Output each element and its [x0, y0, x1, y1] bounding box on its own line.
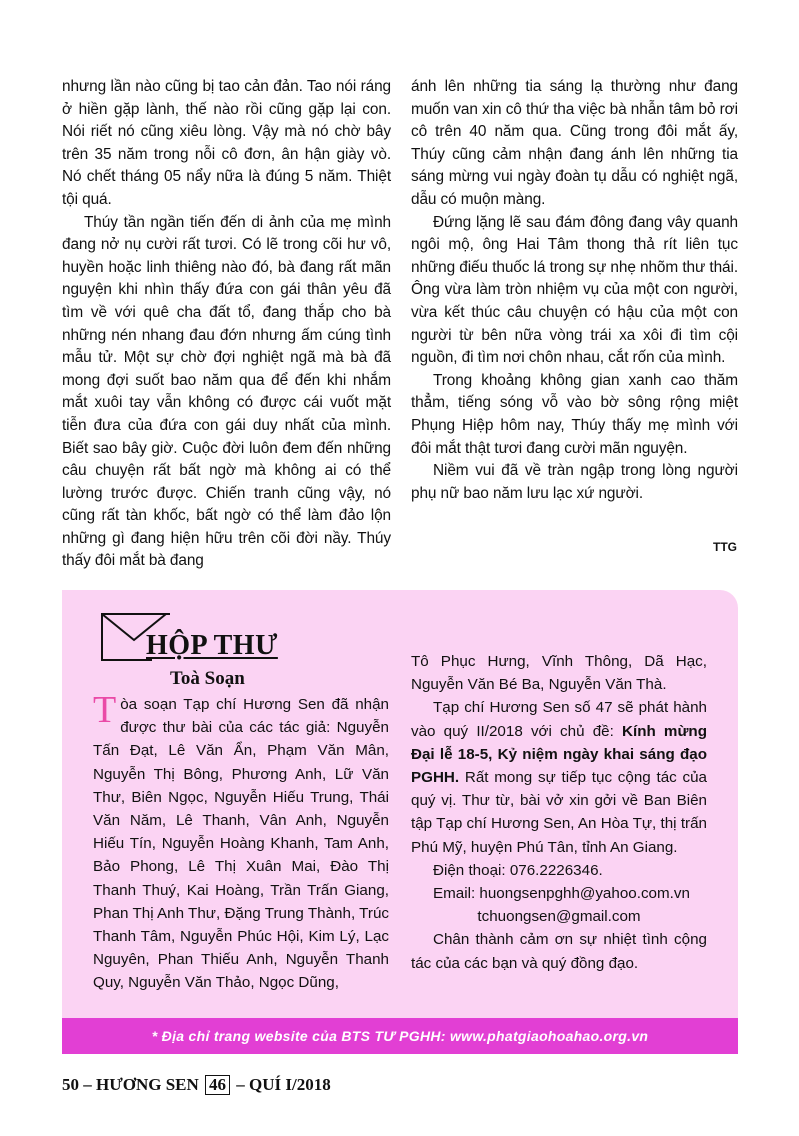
mailbox-left-column: [93, 689, 389, 995]
article-paragraph: nhưng lần nào cũng bị tao cản đản. Tao nói ráng ở hiền gặp lành, thế nào rồi cũng gặp lại con. Nói riết nó cũng xiêu lòng. Vậy mà nó chờ bây trên 35 năm trong nỗi cô đơn, ân hận giày vò. Nó chết tháng 05 nẩy nữa là đúng 5 năm. Thiệt tội quá.: [62, 78, 391, 208]
magazine-name: – HƯƠNG SEN: [83, 1075, 199, 1094]
article-paragraph: Trong khoảng không gian xanh cao thăm thẳm, tiếng sóng vỗ vào bờ sông rộng miệt Phụng Hiệp hôm nay, Thúy thấy mẹ mình với đôi mắt thật tươi đang cười mãn nguyện.: [411, 371, 738, 457]
issue-number: 46: [205, 1075, 230, 1095]
article-left-column: [62, 76, 391, 573]
mailbox-issue-notice: [411, 696, 707, 858]
mailbox-section: [62, 590, 738, 1054]
mailbox-right-column: [411, 650, 707, 975]
article-paragraph: Niềm vui đã về tràn ngập trong lòng người phụ nữ bao năm lưu lạc xứ người.: [411, 462, 738, 502]
email-line-2: tchuongsen@gmail.com: [477, 908, 641, 926]
issue-theme: Kính mừng Đại lễ 18-5, Kỷ niệm ngày khai sáng đạo PGHH.: [411, 722, 707, 787]
mailbox-authors-paragraph: [93, 689, 389, 995]
thanks-line: Chân thành cảm ơn sự nhiệt tình cộng tác của các bạn và quý đồng đạo.: [411, 931, 707, 972]
page-footer: [62, 1075, 331, 1095]
website-banner: * Địa chỉ trang website của BTS TƯ PGHH: www.phatgiaohoahao.org.vn: [62, 1018, 738, 1054]
email-line: Email: huongsenpghh@yahoo.com.vn: [433, 885, 690, 903]
mailbox-title: HỘP THƯ: [146, 630, 278, 661]
article-paragraph: ánh lên những tia sáng lạ thường như đang muốn van xin cô thứ tha việc bà nhẫn tâm bỏ rơi cô trên 40 năm qua. Cũng trong đôi mắt ấy, Thúy cũng cảm nhận đang ánh lên những tia sáng mừng vui ngày đoàn tụ dẫu có nghiệt ngã, dẫu có muộn màng.: [411, 78, 738, 208]
issue-text-continued: Rất mong sự tiếp tục cộng tác của quý vị. Thư từ, bài vở xin gởi về Ban Biên tập Tạp chí Hương Sen, An Hòa Tự, thị trấn Phú Mỹ, huyện Phú Tân, tỉnh An Giang.: [411, 769, 707, 856]
issue-text: Tạp chí Hương Sen số 47 sẽ phát hành vào quý II/2018 với chủ đề:: [411, 699, 707, 740]
mailbox-authors-text: òa soạn Tạp chí Hương Sen đã nhận được thư bài của các tác giả: Nguyễn Tấn Đạt, Lê Văn Ẩn, Phạm Văn Mân, Nguyễn Thị Bông, Phương Anh, Lữ Văn Thư, Biên Ngọc, Nguyễn Hiếu Trung, Thái Văn Năm, Lê Thanh, Vân Anh, Nguyễn Hiếu Tín, Nguyễn Hoàng Khanh, Tam Anh, Bảo Phong, Lê Thị Xuân Mai, Đào Thị Thanh Thuý, Kai Hoàng, Trần Trấn Giang, Phan Thị Anh Thư, Đặng Trung Thành, Trúc Thanh Tâm, Nguyễn Phúc Hội, Kim Lý, Lạc Nguyên, Phan Thiếu Anh, Nguyễn Thanh Quy, Nguyễn Văn Thảo, Ngọc Dũng,: [93, 696, 389, 992]
mailbox-authors-continued: Tô Phục Hưng, Vĩnh Thông, Dã Hạc, Nguyễn Văn Bé Ba, Nguyễn Văn Thà.: [411, 653, 707, 694]
article-paragraph: Thúy tần ngần tiến đến di ảnh của mẹ mình đang nở nụ cười rất tươi. Có lẽ trong cõi hư vô, huyền hoặc linh thiêng nào đó, bà đang rất mãn nguyện khi nhìn thấy đứa con gái thân yêu đã tìm về với quê cha đất tổ, đang thắp cho bà những nén nhang đau đớn nhưng ấm cúng tình mẫu tử. Một sự chờ đợi nghiệt ngã mà bà đã mong đợi suốt bao năm qua để đến khi nhắm mắt xuôi tay vẫn không có được cái vuốt mặt tiễn đưa của đứa con gái duy nhất của mình. Biết sao bây giờ. Cuộc đời luôn đem đến những câu chuyện rất bất ngờ mà không ai có thể lường trước được. Chiến tranh cũng vậy, nó cũng rất tàn khốc, bất ngờ có thể làm đảo lộn những gì đang hiện hữu trên cõi đời nầy. Thúy thấy đôi mắt bà đang: [62, 213, 391, 570]
page-number: 50: [62, 1075, 79, 1094]
mailbox-header: [100, 608, 320, 689]
article-right-column: [411, 76, 738, 505]
mailbox-subtitle: Toà Soạn: [170, 668, 245, 689]
issue-quarter: – QUÍ I/2018: [236, 1075, 331, 1094]
author-signature: TTG: [713, 540, 737, 554]
article-paragraph: Đứng lặng lẽ sau đám đông đang vây quanh ngôi mộ, ông Hai Tâm thong thả rít liên tục những điếu thuốc lá trong sự nhẹ nhõm thư thái. Ông vừa làm tròn nhiệm vụ của một con người, vừa kết thúc câu chuyện có hậu của một con người từ bên nữa vòng trái xa xôi đi tìm cội nguồn, đi tìm nơi chôn nhau, cắt rốn của mình.: [411, 213, 738, 367]
drop-cap: T: [93, 689, 117, 731]
phone-line: Điện thoại: 076.2226346.: [433, 861, 603, 879]
